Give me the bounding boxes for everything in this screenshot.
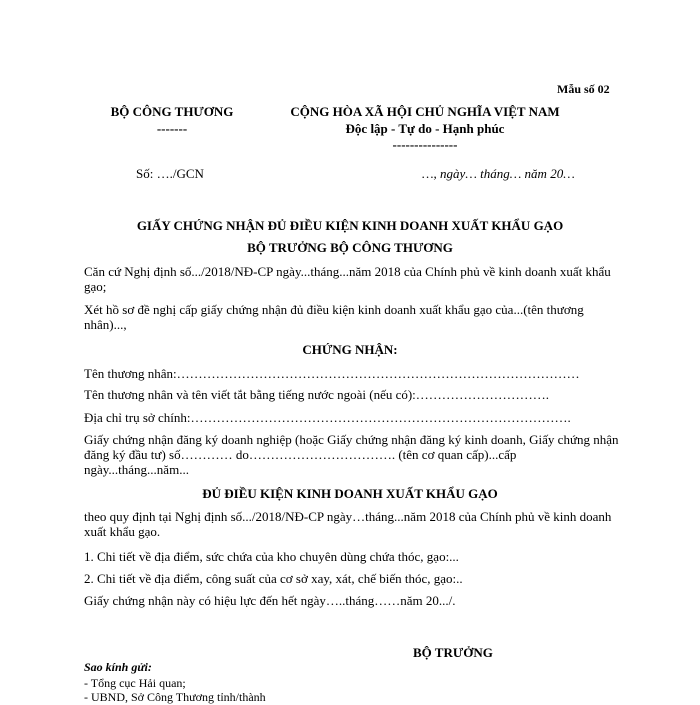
cc-item: - Tổng cục Hải quan; — [84, 676, 186, 690]
detail-item-1: 1. Chi tiết về địa điểm, sức chứa của kho chuyên dùng chứa thóc, gạo:... — [84, 549, 459, 564]
field-address: Địa chỉ trụ sở chính:……………………………………………………………………………. — [84, 410, 571, 425]
republic-name: CỘNG HÒA XÃ HỘI CHỦ NGHĨA VIỆT NAM — [290, 104, 560, 119]
field-registration: Giấy chứng nhận đăng ký doanh nghiệp (hoặc Giấy chứng nhận đăng ký kinh doanh, Giấy chứng nhận đăng ký đầu tư) số………… do……………………………. (tên cơ quan cấp)...cấp ngày...tháng...năm... — [84, 432, 619, 477]
regulation-paragraph: theo quy định tại Nghị định số.../2018/NĐ-CP ngày…tháng...năm 2018 của Chính phủ về kinh doanh xuất khẩu gạo. — [84, 509, 612, 539]
signer-title: BỘ TRƯỞNG — [413, 645, 493, 660]
motto-separator: --------------- — [392, 137, 458, 152]
document-title: GIẤY CHỨNG NHẬN ĐỦ ĐIỀU KIỆN KINH DOANH XUẤT KHẨU GẠO — [136, 218, 564, 233]
certify-heading: CHỨNG NHẬN: — [302, 342, 398, 357]
motto: Độc lập - Tự do - Hạnh phúc — [345, 121, 505, 136]
cc-heading: Sao kính gửi: — [84, 660, 152, 674]
detail-item-2: 2. Chi tiết về địa điểm, công suất của cơ sở xay, xát, chế biến thóc, gạo:.. — [84, 571, 463, 586]
ministry-separator: ------- — [156, 121, 188, 136]
validity-statement: Giấy chứng nhận này có hiệu lực đến hết ngày…..tháng……năm 20.../. — [84, 593, 456, 608]
basis-paragraph-2: Xét hồ sơ đề nghị cấp giấy chứng nhận đủ điều kiện kinh doanh xuất khẩu gạo của...(tên thương nhân)..., — [84, 302, 584, 332]
form-number: Mẫu số 02 — [557, 82, 610, 96]
eligible-heading: ĐỦ ĐIỀU KIỆN KINH DOANH XUẤT KHẨU GẠO — [202, 486, 498, 501]
document-number: Số: …./GCN — [136, 166, 204, 181]
cc-item: - UBND, Sở Công Thương tỉnh/thành — [84, 690, 266, 704]
document-date: …, ngày… tháng… năm 20… — [422, 166, 575, 181]
document-subtitle: BỘ TRƯỞNG BỘ CÔNG THƯƠNG — [247, 240, 453, 255]
basis-paragraph-1: Căn cứ Nghị định số.../2018/NĐ-CP ngày...tháng...năm 2018 của Chính phủ về kinh doanh xuất khẩu gạo; — [84, 264, 611, 294]
field-foreign-name: Tên thương nhân và tên viết tắt bằng tiếng nước ngoài (nếu có):…………………………. — [84, 387, 550, 402]
ministry-name: BỘ CÔNG THƯƠNG — [110, 104, 234, 119]
field-trader-name: Tên thương nhân:………………………………………………………………………………… — [84, 366, 580, 381]
